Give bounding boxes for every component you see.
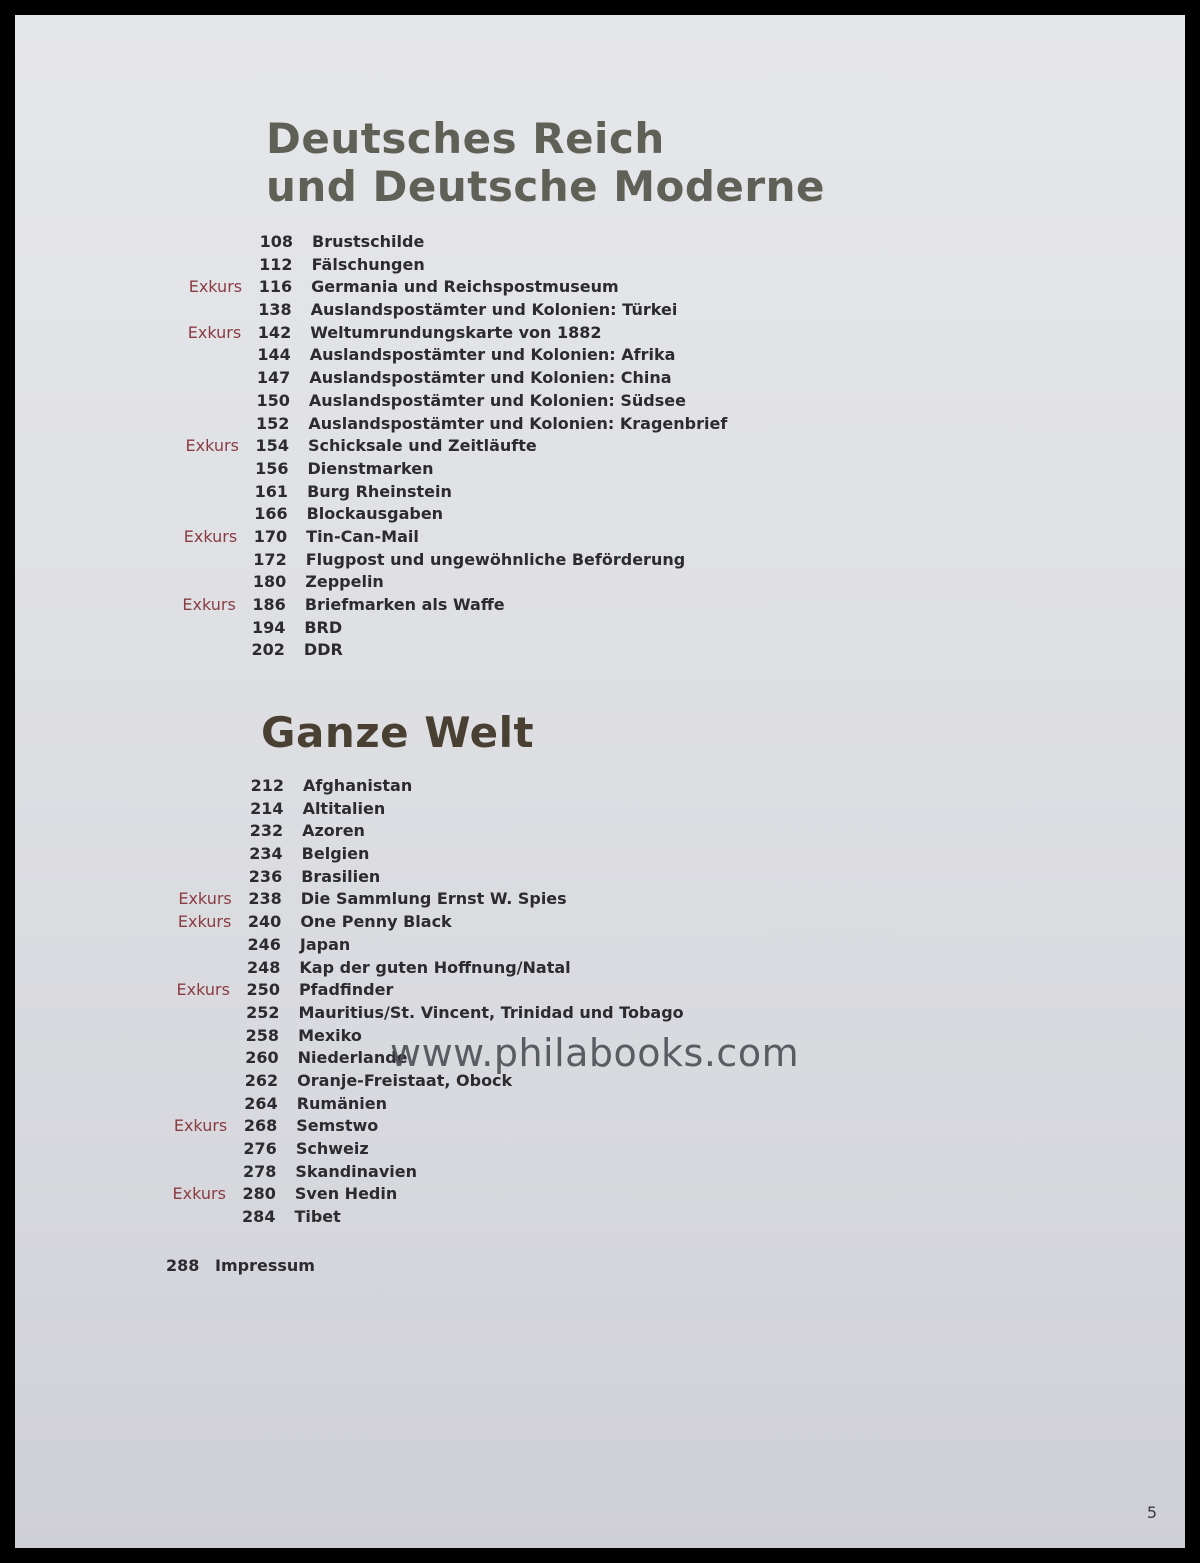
toc-entry-title: Brustschilde — [312, 232, 425, 251]
toc-page-number: 236 — [248, 866, 283, 886]
toc-page-number: 108 — [259, 232, 293, 251]
toc-entry-title: Weltumrundungskarte von 1882 — [310, 322, 602, 342]
toc-page-number: 214 — [250, 798, 284, 818]
toc-page-number: 194 — [251, 617, 286, 637]
toc-page-number: 170 — [253, 526, 288, 546]
toc-page-number: 144 — [257, 345, 291, 365]
toc-page-number: 280 — [242, 1184, 276, 1204]
toc-page-number: 202 — [251, 640, 285, 660]
toc-page-number: 288 — [166, 1256, 200, 1275]
section-title-deutsches-reich — [266, 115, 825, 211]
toc-entry-title: Tibet — [294, 1207, 341, 1227]
toc-entry-title: Japan — [299, 934, 351, 954]
toc-page-number: 156 — [255, 458, 289, 478]
toc-exkurs-label: Exkurs — [182, 595, 236, 614]
toc-page-number: 258 — [245, 1025, 280, 1045]
section-title-ganze-welt: Ganze Welt — [261, 708, 535, 757]
toc-entry-title: Briefmarken als Waffe — [304, 595, 505, 614]
toc-entry-title: One Penny Black — [300, 912, 452, 932]
toc-entry-title: Semstwo — [296, 1116, 379, 1136]
toc-entry-title: Auslandspostämter und Kolonien: Afrika — [309, 345, 676, 365]
toc-entry-title: Fälschungen — [311, 254, 425, 274]
toc-page-number: 250 — [246, 980, 280, 1000]
toc-entry-title: Schicksale und Zeitläufte — [307, 436, 537, 456]
toc-entry-title: Azoren — [302, 821, 365, 841]
toc-entry-title: Burg Rheinstein — [307, 481, 452, 501]
toc-entry-title: Zeppelin — [305, 572, 384, 592]
toc-exkurs-label: Exkurs — [177, 912, 232, 932]
toc-entry-title: Die Sammlung Ernst W. Spies — [300, 889, 567, 909]
toc-entry-title: Tin-Can-Mail — [306, 526, 419, 546]
toc-entry-title: Impressum — [215, 1256, 315, 1275]
toc-page-number: 248 — [247, 957, 281, 977]
toc-entry-title: Afghanistan — [303, 776, 413, 795]
toc-entry-title: Skandinavien — [295, 1161, 417, 1181]
toc-page-number: 262 — [244, 1070, 279, 1090]
toc-page-number: 186 — [252, 595, 286, 614]
toc-page-number: 276 — [243, 1139, 277, 1158]
watermark: www.philabooks.com — [390, 1031, 800, 1075]
section-title-line-2: und Deutsche Moderne — [266, 162, 826, 211]
toc-page-number: 152 — [256, 413, 290, 433]
toc-page-number: 142 — [257, 322, 292, 342]
toc-entry-title: Flugpost und ungewöhnliche Beförderung — [305, 549, 686, 569]
toc-page-number: 166 — [254, 504, 288, 524]
toc-exkurs-label: Exkurs — [188, 277, 243, 297]
toc-page-number: 180 — [252, 572, 287, 592]
book-page — [15, 15, 1185, 1548]
toc-page-number: 278 — [242, 1161, 277, 1181]
toc-page-number: 112 — [259, 254, 293, 274]
toc-entry-title: Pfadfinder — [298, 980, 394, 1000]
toc-page-number: 232 — [249, 821, 284, 841]
toc-exkurs-label: Exkurs — [173, 1116, 228, 1136]
toc-page-number: 147 — [256, 368, 291, 388]
toc-page-number: 234 — [249, 844, 283, 864]
toc-entry-title: Auslandspostämter und Kolonien: China — [309, 368, 672, 388]
toc-entry-title: DDR — [303, 640, 343, 660]
page-number: 5 — [1146, 1503, 1157, 1522]
toc-entry-title: Belgien — [301, 844, 370, 864]
toc-entry-title: Auslandspostämter und Kolonien: Kragenbrief — [308, 413, 728, 433]
toc-entry-title: Blockausgaben — [306, 504, 444, 524]
toc-entry-title: Germania und Reichspostmuseum — [311, 277, 619, 297]
toc-entry-title: Dienstmarken — [307, 458, 434, 478]
toc-exkurs-label: Exkurs — [178, 889, 232, 909]
toc-page-number: 260 — [245, 1048, 279, 1068]
toc-exkurs-label: Exkurs — [187, 322, 242, 342]
toc-entry-title: BRD — [304, 617, 343, 637]
toc-page-number: 238 — [248, 889, 282, 909]
toc-entry-title: Schweiz — [295, 1139, 369, 1158]
toc-exkurs-label: Exkurs — [183, 526, 238, 546]
toc-entry-title: Kap der guten Hoffnung/Natal — [299, 957, 571, 977]
toc-page-number: 246 — [247, 934, 281, 954]
toc-entry-title: Auslandspostämter und Kolonien: Türkei — [310, 300, 678, 320]
toc-page-number: 138 — [258, 300, 292, 320]
section-title-line-1: Deutsches Reich — [266, 114, 665, 163]
toc-entry-title: Niederlande — [297, 1048, 408, 1068]
toc-page-number: 116 — [258, 277, 293, 297]
toc-entry-title: Sven Hedin — [294, 1184, 398, 1204]
toc-page-number: 161 — [254, 481, 289, 501]
toc-entry-title: Mauritius/St. Vincent, Trinidad und Tobago — [298, 1002, 684, 1022]
toc-page-number: 212 — [250, 776, 284, 795]
toc-entry-title: Brasilien — [301, 866, 381, 886]
toc-exkurs-label: Exkurs — [176, 980, 230, 1000]
toc-page-number: 154 — [255, 436, 289, 456]
toc-entry-title: Auslandspostämter und Kolonien: Südsee — [308, 390, 686, 410]
toc-page-number: 150 — [256, 390, 290, 410]
toc-page-number: 240 — [247, 912, 282, 932]
toc-entry-title: Mexiko — [298, 1025, 362, 1045]
toc-page-number: 172 — [253, 549, 287, 569]
toc-entry-title: Rumänien — [296, 1093, 387, 1113]
toc-page-number: 268 — [243, 1116, 278, 1136]
toc-entry-title: Altitalien — [302, 798, 386, 818]
toc-exkurs-label: Exkurs — [172, 1184, 226, 1204]
toc-page-number: 284 — [242, 1207, 276, 1227]
toc-page-number: 264 — [244, 1093, 278, 1113]
toc-exkurs-label: Exkurs — [185, 436, 239, 456]
toc-page-number: 252 — [246, 1002, 280, 1022]
toc-entry-title: Oranje-Freistaat, Obock — [297, 1070, 513, 1090]
